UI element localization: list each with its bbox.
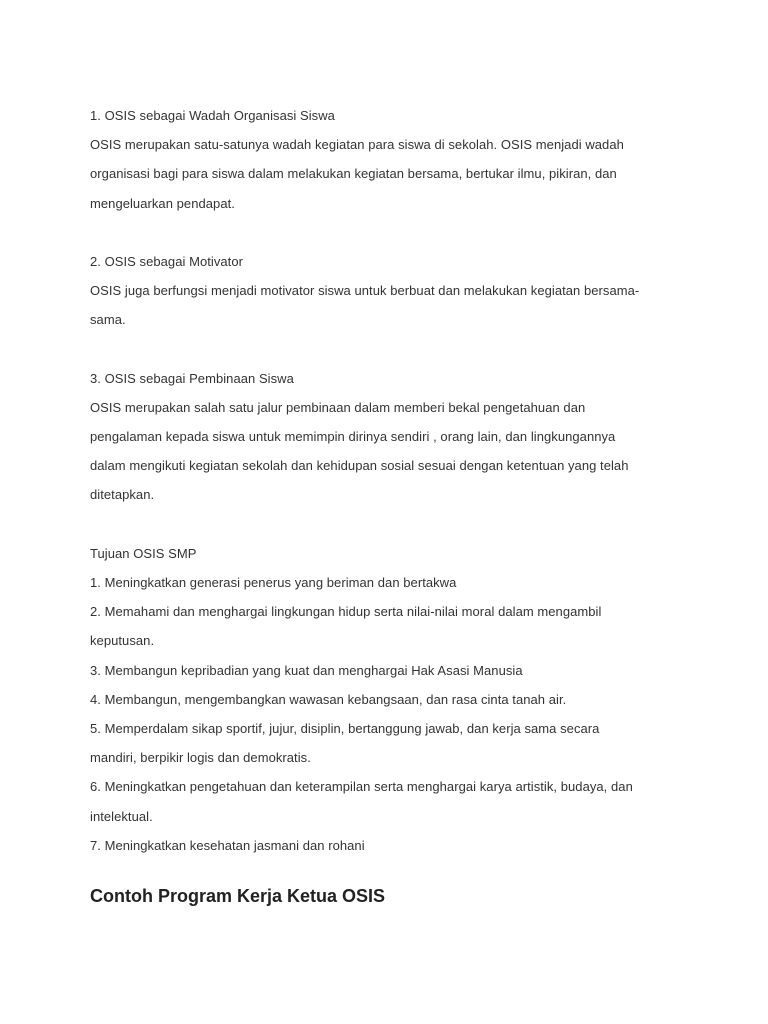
section-title: 2. OSIS sebagai Motivator <box>90 253 243 269</box>
list-item-continuation: keputusan. <box>90 633 155 649</box>
paragraph-line: organisasi bagi para siswa dalam melakukan kegiatan bersama, bertukar ilmu, pikiran, dan <box>90 166 617 182</box>
list-item-continuation: mandiri, berpikir logis dan demokratis. <box>90 750 311 766</box>
paragraph-line: OSIS juga berfungsi menjadi motivator siswa untuk berbuat dan melakukan kegiatan bersama- <box>90 283 640 299</box>
section-pembinaan-siswa <box>90 364 690 510</box>
section-title: 1. OSIS sebagai Wadah Organisasi Siswa <box>90 108 335 123</box>
list-item: 5. Memperdalam sikap sportif, jujur, disiplin, bertanggung jawab, dan kerja sama secara <box>90 720 600 736</box>
list-item: 1. Meningkatkan generasi penerus yang beriman dan bertakwa <box>90 575 457 590</box>
section-wadah-organisasi <box>90 101 690 218</box>
paragraph-line: mengeluarkan pendapat. <box>90 195 235 211</box>
list-item: 3. Membangun kepribadian yang kuat dan menghargai Hak Asasi Manusia <box>90 662 523 678</box>
list-item: 4. Membangun, mengembangkan wawasan kebangsaan, dan rasa cinta tanah air. <box>90 691 567 707</box>
section-title: 3. OSIS sebagai Pembinaan Siswa <box>90 370 294 386</box>
document-body <box>90 101 690 860</box>
list-item: 2. Memahami dan menghargai lingkungan hidup serta nilai-nilai moral dalam mengambil <box>90 604 602 620</box>
paragraph-line: ditetapkan. <box>90 487 155 503</box>
section-heading: Contoh Program Kerja Ketua OSIS <box>90 886 386 906</box>
section-tujuan-osis <box>90 539 690 860</box>
paragraph-gap <box>90 218 690 247</box>
list-item-continuation: intelektual. <box>90 808 153 824</box>
paragraph-line: dalam mengikuti kegiatan sekolah dan kehidupan sosial sesuai dengan ketentuan yang telah <box>90 458 629 474</box>
paragraph-gap <box>90 510 690 539</box>
paragraph-line: OSIS merupakan satu-satunya wadah kegiatan para siswa di sekolah. OSIS menjadi wadah <box>90 137 624 153</box>
paragraph-line: sama. <box>90 312 126 328</box>
section-motivator <box>90 247 690 335</box>
list-item: 6. Meningkatkan pengetahuan dan keterampilan serta menghargai karya artistik, budaya, dan <box>90 779 633 795</box>
paragraph-line: OSIS merupakan salah satu jalur pembinaan dalam memberi bekal pengetahuan dan <box>90 399 586 415</box>
section-title: Tujuan OSIS SMP <box>90 545 197 561</box>
paragraph-line: pengalaman kepada siswa untuk memimpin dirinya sendiri , orang lain, dan lingkungannya <box>90 429 616 445</box>
list-item: 7. Meningkatkan kesehatan jasmani dan rohani <box>90 837 365 853</box>
paragraph-gap <box>90 335 690 364</box>
